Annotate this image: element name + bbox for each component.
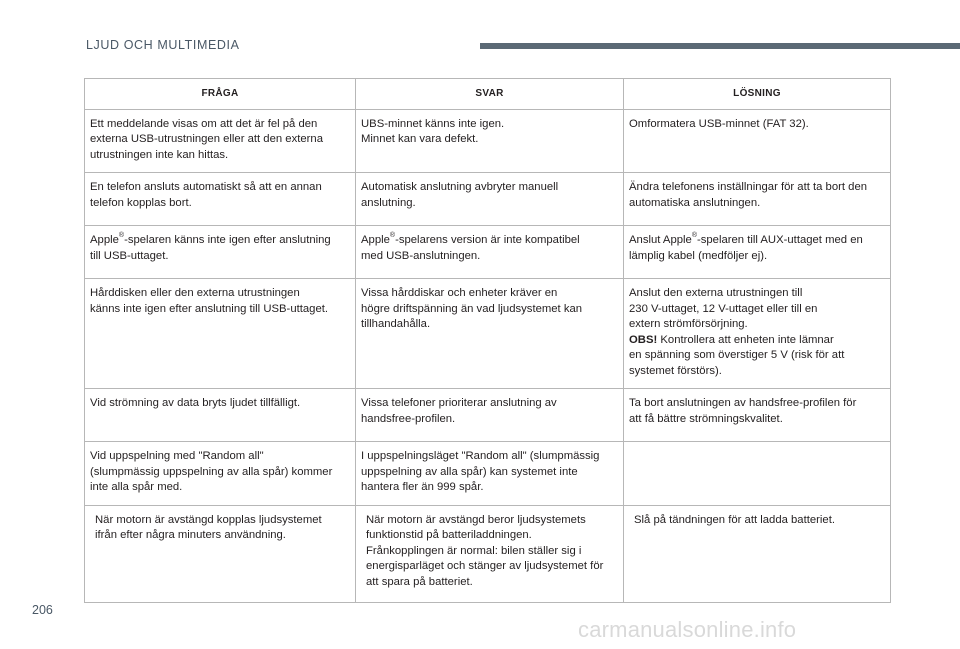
solution-cell: Omformatera USB-minnet (FAT 32). [624,109,891,173]
watermark: carmanualsonline.info [578,617,797,642]
column-header-answer: SVAR [356,79,624,110]
column-header-solution: LÖSNING [624,79,891,110]
answer-cell: UBS-minnet känns inte igen. Minnet kan vara defekt. [356,109,624,173]
question-cell [85,226,356,279]
registered-mark: ® [118,232,125,240]
question-text: Apple [90,234,119,246]
solution-text: Anslut den externa utrustningen till 230 V-uttaget, 12 V-uttaget eller till en extern strömförsörjning. [629,287,818,330]
solution-cell [624,442,891,506]
question-cell: Vid strömning av data bryts ljudet tillfälligt. [85,389,356,442]
header-bar [480,43,960,49]
table-row [85,279,891,389]
table-row [85,226,891,279]
table-header-row [85,79,891,110]
solution-cell: Ändra telefonens inställningar för att ta bort den automatiska anslutningen. [624,173,891,226]
column-header-question: FRÅGA [85,79,356,110]
answer-cell [356,226,624,279]
header-title: LJUD OCH MULTIMEDIA [86,38,240,52]
solution-text: Anslut Apple [629,234,692,246]
question-cell: När motorn är avstängd kopplas ljudsystemet ifrån efter några minuters användning. [85,505,356,602]
solution-cell: Slå på tändningen för att ladda batteriet. [624,505,891,602]
answer-cell: Vissa telefoner prioriterar anslutning av handsfree-profilen. [356,389,624,442]
solution-cell [624,279,891,389]
registered-mark: ® [691,232,697,240]
table-row [85,109,891,173]
answer-cell: När motorn är avstängd beror ljudsystemets funktionstid på batteriladdningen. Frånkopplingen är normal: bilen ställer sig i energisparläget och stänger av ljudsystemet för att spara på batteriet. [356,505,624,602]
answer-cell: Vissa hårddiskar och enheter kräver en högre driftspänning än vad ljudsystemet kan tillhandahålla. [356,279,624,389]
question-cell: Ett meddelande visas om att det är fel på den externa USB-utrustningen eller att den externa utrustningen inte kan hittas. [85,109,356,173]
table-row [85,442,891,506]
answer-cell: I uppspelningsläget "Random all" (slumpmässig uppspelning av alla spår) kan systemet inte hantera fler än 999 spår. [356,442,624,506]
solution-cell [624,226,891,279]
solution-text: -spelaren till AUX-uttaget med en lämplig kabel (medföljer ej). [629,234,863,262]
question-cell: Vid uppspelning med "Random all" (slumpmässig uppspelning av alla spår) kommer inte alla spår med. [85,442,356,506]
page-number: 206 [32,603,53,617]
answer-cell: Automatisk anslutning avbryter manuell anslutning. [356,173,624,226]
question-cell: En telefon ansluts automatiskt så att en annan telefon kopplas bort. [85,173,356,226]
solution-cell: Ta bort anslutningen av handsfree-profilen för att få bättre strömningskvalitet. [624,389,891,442]
answer-text: -spelarens version är inte kompatibel med USB-anslutningen. [361,234,580,262]
table-row [85,173,891,226]
table-row [85,505,891,602]
registered-mark: ® [389,232,396,240]
faq-table [84,78,891,603]
obs-label: OBS! [629,333,658,346]
answer-text: Apple [361,234,390,246]
question-text: -spelaren känns inte igen efter anslutning till USB-uttaget. [90,234,331,262]
question-cell: Hårddisken eller den externa utrustningen känns inte igen efter anslutning till USB-uttaget. [85,279,356,389]
table-row [85,389,891,442]
solution-warning-text: Kontrollera att enheten inte lämnar en spänning som överstiger 5 V (risk för att systemet förstörs). [629,333,845,377]
